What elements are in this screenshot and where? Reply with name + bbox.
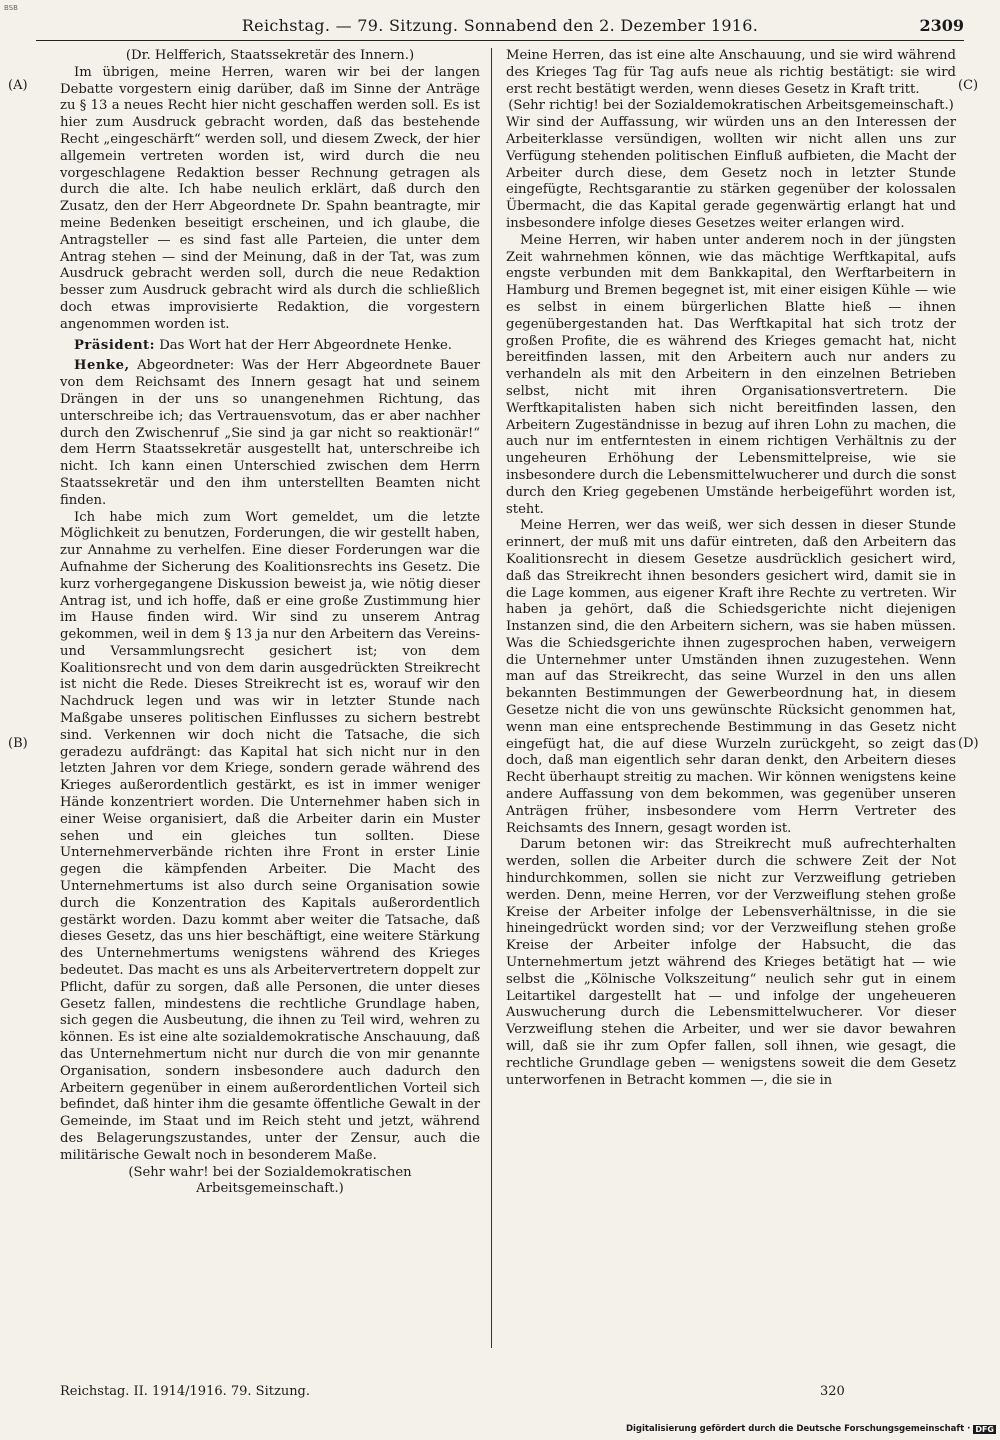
- speaker-name: Präsident:: [74, 337, 156, 353]
- margin-mark-d: (D): [958, 736, 979, 751]
- page-number: 2309: [919, 16, 964, 35]
- speaker-paragraph: [60, 358, 480, 509]
- left-column: [60, 48, 480, 1378]
- interjection: (Sehr wahr! bei der Sozialdemokratischen Arbeitsgemeinschaft.): [128, 1164, 412, 1197]
- margin-mark-a: (A): [8, 78, 28, 93]
- speaker-name: Henke,: [74, 358, 130, 374]
- funding-note: [626, 1424, 996, 1434]
- paragraph: Im übrigen, meine Herren, waren wir bei der langen Debatte vorgestern einig darüber, daß im Sinne der Anträge zu § 13 a neues Recht hier nicht geschaffen werden soll. Es ist hier zum Ausdruck gebracht worden, daß das bestehende Recht „eingeschärft“ werden soll, und diesem Zweck, der hier allgemein vertreten worden ist, wird durch die neu vorgeschlagene Redaktion besser Rechnung getragen als durch die alte. Ich habe neulich erklärt, daß durch den Zusatz, den der Herr Abgeordnete Dr. Spahn beantragte, mir meine Bedenken beseitigt erscheinen, und ich glaube, die Antragsteller — es sind fast alle Parteien, die unter dem Antrag stehen — sind der Meinung, daß in der Tat, was zum Ausdruck gebracht werden soll, durch die neue Redaktion besser zum Ausdruck gebracht wird als durch die schließlich doch etwas improvisierte Redaktion, die vorgestern angenommen worden ist.: [60, 64, 480, 332]
- page-header: [36, 14, 964, 41]
- speech-text: Das Wort hat der Herr Abgeordnete Henke.: [155, 337, 452, 353]
- footer-sheet-number: 320: [820, 1384, 845, 1399]
- paragraph: Meine Herren, das ist eine alte Anschauung, und sie wird während des Krieges Tag für Tag aufs neue als richtig bestätigt: sie wird erst recht bestätigt werden, wenn dieses Gesetz in Kraft tritt.: [506, 48, 956, 97]
- running-title: Reichstag. — 79. Sitzung. Sonnabend den 2. Dezember 1916.: [241, 16, 759, 35]
- interjection: (Sehr richtig! bei der Sozialdemokratischen Arbeitsgemeinschaft.): [508, 98, 954, 114]
- footer-citation: Reichstag. II. 1914/1916. 79. Sitzung.: [60, 1384, 311, 1399]
- funding-text: Digitalisierung gefördert durch die Deutsche Forschungsgemeinschaft ·: [625, 1424, 971, 1434]
- speech-text: Abgeordneter: Was der Herr Abgeordnete Bauer von dem Reichsamt des Innern gesagt hat und seinem Drängen in der uns so unangenehmen Richtung, das unterschreibe ich; das Vertrauensvotum, das er aber nachher durch den Zwischenruf „Sie sind ja gar nicht so reaktionär!“ dem Herrn Staatssekretär ausgestellt hat, unterschreibe ich nicht. Ich kann einen Unterschied zwischen dem Herrn Staatssekretär und den ihm unterstellten Beamten nicht finden.: [60, 358, 480, 508]
- paragraph: Meine Herren, wir haben unter anderem noch in der jüngsten Zeit wahrnehmen können, wie das mächtige Werftkapital, aufs engste verbunden mit dem Bankkapital, den Werftarbeitern in Hamburg und Bremen begegnet ist, mit einer eisigen Kühle — wie es selbst in einem bürgerlichen Blatte hieß — ihnen gegenübergestanden hat. Das Werftkapital hat sich trotz der großen Profite, die es während des Krieges gemacht hat, nicht bereitfinden lassen, mit den Arbeitern auch nur anders zu verhandeln als mit den Arbeitern in den einzelnen Betrieben selbst, nicht mit ihren Organisationsvertretern. Die Werftkapitalisten haben sich nicht bereitfinden lassen, den Arbeitern Zugeständnisse in bezug auf ihren Lohn zu machen, die auch nur im entferntesten in einem richtigen Verhältnis zu der ungeheuren Erhöhung der Lebensmittelpreise, wie sie insbesondere durch die Lebensmittelwucherer und durch die sonst durch den Krieg gegebenen Umstände herbeigeführt worden ist, steht.: [506, 232, 956, 517]
- column-divider: [491, 48, 492, 1348]
- paragraph: Ich habe mich zum Wort gemeldet, um die letzte Möglichkeit zu benutzen, Forderungen, die wir gestellt haben, zur Annahme zu verhelfen. Eine dieser Forderungen war die Aufnahme der Sicherung des Koalitionsrechts ins Gesetz. Die kurz vorhergegangene Diskussion beweist ja, wie nötig dieser Antrag ist, und ich hoffe, daß er eine große Zustimmung hier im Hause finden wird. Wir sind zu unserem Antrag gekommen, weil in dem § 13 ja nur den Arbeitern das Vereins- und Versammlungsrecht gesichert ist; von dem Koalitionsrecht und von dem darin ausgedrückten Streikrecht ist nicht die Rede. Dieses Streikrecht ist es, worauf wir den Nachdruck legen und was wir in letzter Stunde nach Maßgabe unseres politischen Einflusses zu sichern bestrebt sind. Verkennen wir doch nicht die Tatsache, die sich geradezu aufdrängt: das Kapital hat sich nicht nur in den letzten Jahren vor dem Kriege, sondern gerade während des Krieges außerordentlich gestärkt, es ist in immer weniger Hände konzentriert worden. Die Unternehmer haben sich in einer Weise organisiert, daß die Arbeiter darin ein Muster sehen und ein gleiches tun sollten. Diese Unternehmerverbände richten ihre Front in erster Linie gegen die kämpfenden Arbeiter. Die Macht des Unternehmertums ist also durch seine Organisation sowie durch die Konzentration des Kapitals außerordentlich gestärkt worden. Dazu kommt aber weiter die Tatsache, daß dieses Gesetz, das uns hier beschäftigt, eine weitere Stärkung des Unternehmertums wenigstens während des Krieges bedeutet. Das macht es uns als Arbeitervertretern doppelt zur Pflicht, dafür zu sorgen, daß alle Personen, die unter dieses Gesetz fallen, mindestens die rechtliche Grundlage haben, sich gegen die Ausbeutung, die ihnen zu Teil wird, wehren zu können. Es ist eine alte sozialdemokratische Anschauung, daß das Unternehmertum nicht nur durch die von mir genannte Organisation, sondern insbesondere auch dadurch den Arbeitern gegenüber in einem außerordentlichen Vorteil sich befindet, daß hinter ihm die gesamte öffentliche Gewalt in der Gemeinde, im Staat und im Reich steht und jetzt, während des Belagerungszustandes, unter der Zensur, auch die militärische Gewalt noch in besonderem Maße.: [60, 509, 480, 1163]
- right-column: [506, 48, 956, 1378]
- paragraph: Meine Herren, wer das weiß, wer sich dessen in dieser Stunde erinnert, der muß mit uns dafür eintreten, daß den Arbeitern das Koalitionsrecht in diesem Gesetze ausdrücklich gesichert wird, daß das Streikrecht ihnen besonders gesichert wird, damit sie in die Lage kommen, aus eigener Kraft ihre Rechte zu vertreten. Wir haben ja gehört, daß die Schiedsgerichte nicht diejenigen Instanzen sind, die den Arbeitern sichern, was sie haben müssen. Was die Schiedsgerichte ihnen zugesprochen haben, verweigern die Unternehmer unter Umständen ihnen zuzugestehen. Wenn man auf das Streikrecht, das seine Wurzel in den uns allen bekannten Bestimmungen der Gewerbeordnung hat, in diesem Gesetze nicht die von uns gewünschte Rücksicht genommen hat, wenn man eine entsprechende Bestimmung in das Gesetz nicht eingefügt hat, die auf diese Wurzeln zurückgeht, so zeigt das doch, daß man eigentlich sehr daran denkt, den Arbeitern dieses Recht überhaupt streitig zu machen. Wir können wenigstens keine andere Auffassung von dem bekommen, was gegenüber unseren Anträgen früher, insbesondere vom Herrn Vertreter des Reichsamts des Innern, gesagt worden ist.: [506, 518, 956, 836]
- interjection: (Dr. Helfferich, Staatssekretär des Innern.): [125, 48, 415, 63]
- paragraph: Darum betonen wir: das Streikrecht muß aufrechterhalten werden, sollen die Arbeiter durch die schwere Zeit der Not hindurchkommen, sollen sie nicht zur Verzweiflung getrieben werden. Denn, meine Herren, vor der Verzweiflung stehen große Kreise der Arbeiter infolge der Lebensverhältnisse, in die sie hineingedrückt worden sind; vor der Verzweiflung stehen große Kreise der Arbeiter infolge der Habsucht, die das Unternehmertum jetzt während des Krieges betätigt hat — wie selbst die „Kölnische Volkszeitung“ neulich sehr gut in einem Leitartikel dargestellt hat — und infolge der ungeheueren Auswucherung durch die Lebensmittelwucherer. Vor dieser Verzweiflung stehen die Arbeiter, und wer sie davor bewahren will, daß sie ihr zum Opfer fallen, soll ihnen, wie gesagt, die rechtliche Grundlage geben — wenigstens soweit die dem Gesetz unterworfenen in Betracht kommen —, die sie in: [506, 837, 956, 1088]
- margin-mark-c: (C): [958, 78, 979, 93]
- paragraph: Wir sind der Auffassung, wir würden uns an den Interessen der Arbeiterklasse versündigen, wollten wir nicht allen uns zur Verfügung stehenden politischen Einfluß aufbieten, die Macht der Arbeiter durch diese, dem Gesetz noch in letzter Stunde eingefügte, Rechtsgarantie zu stärken gegenüber der kolossalen Übermacht, die das Kapital gerade gegenwärtig erlangt hat und insbesondere infolge dieses Gesetzes weiter erlangen wird.: [506, 115, 956, 231]
- library-mark: BSB: [4, 4, 18, 12]
- speaker-paragraph: [60, 338, 480, 355]
- margin-mark-b: (B): [8, 736, 28, 751]
- dfg-logo: DFG: [975, 1424, 994, 1434]
